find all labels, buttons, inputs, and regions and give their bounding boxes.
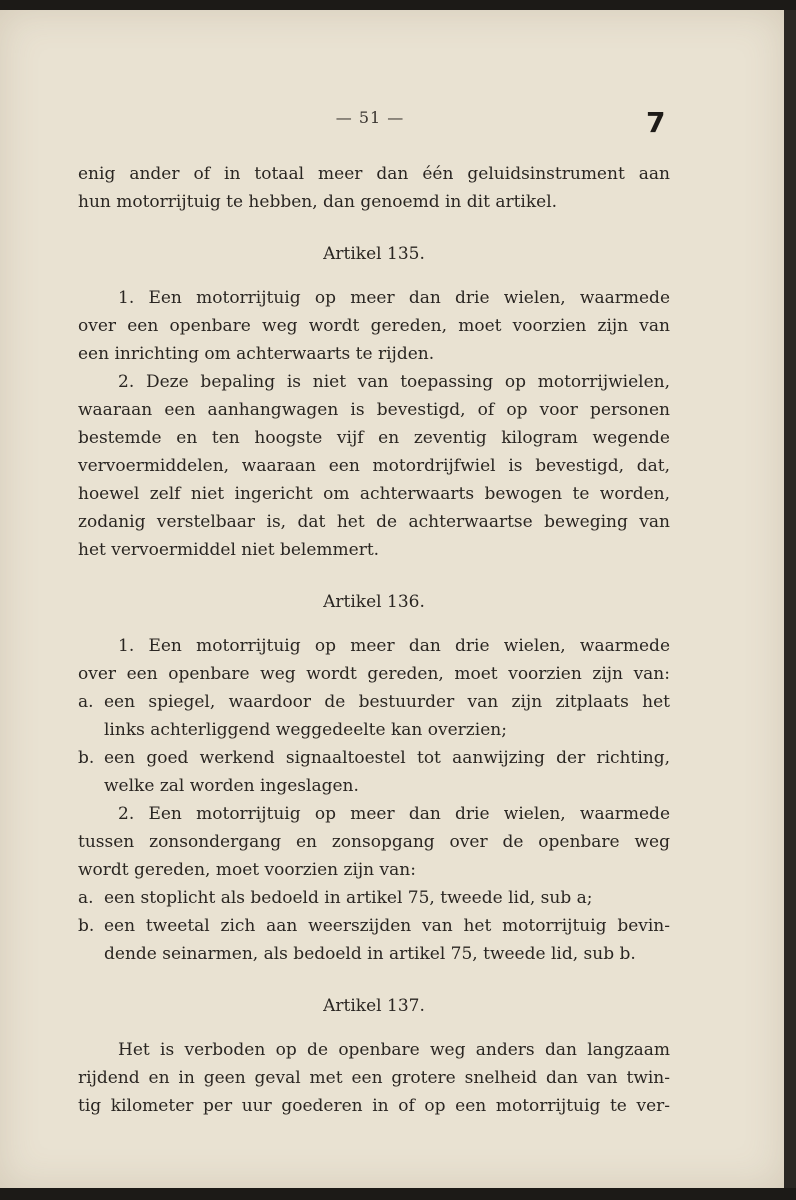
document-body (78, 160, 670, 1120)
text-line: 1. Een motorrijtuig op meer dan drie wielen, waarmede (118, 288, 670, 308)
text-line: vervoermiddelen, waaraan een motordrijfwiel is bevestigd, dat, (78, 456, 670, 476)
text-line: enig ander of in totaal meer dan één geluidsinstrument aan (78, 164, 670, 184)
text-line: een stoplicht als bedoeld in artikel 75, tweede lid, sub a; (104, 888, 593, 908)
text-line: zodanig verstelbaar is, dat het de achterwaartse beweging van (78, 512, 670, 532)
article-136-list-1 (78, 688, 670, 800)
text-line: hoewel zelf niet ingericht om achterwaarts bewogen te worden, (78, 484, 670, 504)
text-line: een inrichting om achterwaarts te rijden. (78, 344, 435, 364)
text-line: over een openbare weg wordt gereden, moet voorzien zijn van (78, 316, 670, 336)
text-line: een goed werkend signaaltoestel tot aanwijzing der richting, (104, 748, 670, 768)
list-item-letter: a. (78, 692, 94, 712)
document-page (0, 10, 784, 1188)
continuation-paragraph (78, 160, 670, 216)
text-line: links achterliggend weggedeelte kan overzien; (104, 720, 507, 740)
text-line: bestemde en ten hoogste vijf en zeventig kilogram wegende (78, 428, 670, 448)
text-line: 2. Deze bepaling is niet van toepassing op motorrijwielen, (118, 372, 670, 392)
text-line: 1. Een motorrijtuig op meer dan drie wielen, waarmede (118, 636, 670, 656)
article-135-paragraph-2 (78, 368, 670, 564)
list-item (78, 744, 670, 772)
list-item (78, 884, 670, 912)
page-edge-shadow (784, 10, 796, 1188)
sheet-number: 7 (646, 106, 666, 139)
article-135-paragraph-1 (78, 284, 670, 368)
text-line: een tweetal zich aan weerszijden van het motorrijtuig bevin- (104, 916, 670, 936)
text-line: wordt gereden, moet voorzien zijn van: (78, 860, 416, 880)
list-item-letter: a. (78, 888, 94, 908)
text-line: 2. Een motorrijtuig op meer dan drie wielen, waarmede (118, 804, 670, 824)
article-136-list-2 (78, 884, 670, 968)
list-item-letter: b. (78, 748, 95, 768)
text-line: hun motorrijtuig te hebben, dan genoemd in dit artikel. (78, 192, 558, 212)
text-line: het vervoermiddel niet belemmert. (78, 540, 380, 560)
article-136-paragraph-1 (78, 632, 670, 688)
text-line: tig kilometer per uur goederen in of op een motorrijtuig te ver- (78, 1096, 670, 1116)
article-heading-135: Artikel 135. (323, 244, 425, 264)
list-item-letter: b. (78, 916, 95, 936)
article-137-paragraph-1 (78, 1036, 670, 1120)
text-line: dende seinarmen, als bedoeld in artikel 75, tweede lid, sub b. (104, 944, 636, 964)
text-line: rijdend en in geen geval met een grotere snelheid dan van twin- (78, 1068, 670, 1088)
list-item (78, 912, 670, 940)
article-136-paragraph-2 (78, 800, 670, 884)
page-number: — 51 — (335, 108, 405, 127)
text-line: over een openbare weg wordt gereden, moet voorzien zijn van: (78, 664, 670, 684)
article-heading-136: Artikel 136. (323, 592, 425, 612)
text-line: welke zal worden ingeslagen. (104, 776, 359, 796)
text-line: waaraan een aanhangwagen is bevestigd, of op voor personen (78, 400, 670, 420)
text-line: een spiegel, waardoor de bestuurder van zijn zitplaats het (104, 692, 670, 712)
article-heading-137: Artikel 137. (323, 996, 425, 1016)
list-item (78, 688, 670, 716)
text-line: tussen zonsondergang en zonsopgang over de openbare weg (78, 832, 670, 852)
text-line: Het is verboden op de openbare weg anders dan langzaam (118, 1040, 670, 1060)
